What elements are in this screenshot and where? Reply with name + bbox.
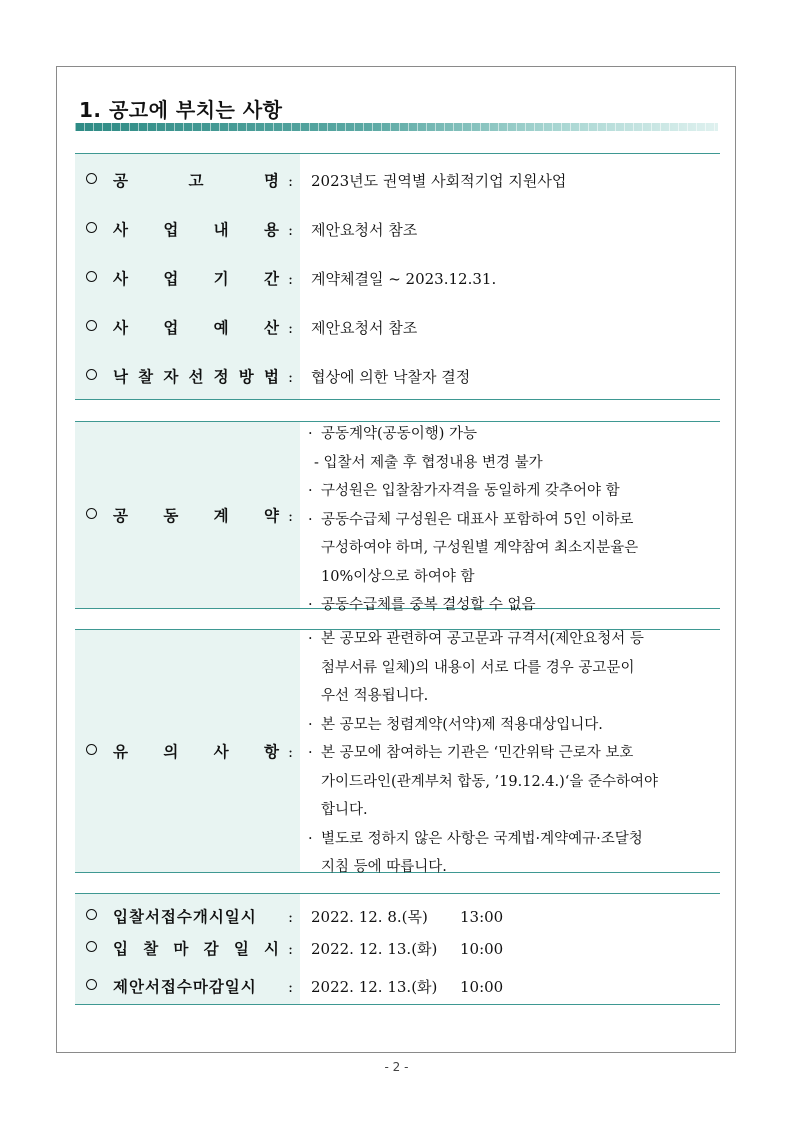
notes-line: 첨부서류 일체)의 내용이 서로 다를 경우 공고문이 [321, 659, 635, 676]
colon: : [288, 172, 294, 190]
notes-label [113, 740, 279, 764]
schedule-label [113, 937, 279, 961]
notes-line: 합니다. [321, 802, 368, 818]
heading-underline-stripes [75, 123, 718, 131]
colon: : [288, 270, 294, 288]
summary-row [75, 304, 720, 352]
summary-label-char: 사 [113, 319, 128, 337]
summary-value: 제안요청서 참조 [311, 221, 418, 239]
joint-contract-line: - 입찰서 제출 후 협정내용 변경 불가 [314, 454, 543, 471]
summary-value: 2023년도 권역별 사회적기업 지원사업 [311, 172, 567, 190]
notes-line: · 본 공모와 관련하여 공고문과 규격서(제안요청서 등 [308, 625, 658, 654]
summary-label-char: 간 [263, 270, 279, 288]
circle-bullet-icon [86, 909, 97, 920]
notes-line: 지침 등에 따릅니다. [321, 859, 447, 875]
summary-value: 제안요청서 참조 [311, 319, 418, 337]
colon: : [288, 940, 294, 958]
circle-bullet-icon [86, 222, 97, 233]
joint-contract-line: · 구성원은 입찰참가자격을 동일하게 갖추어야 함 [308, 477, 638, 506]
joint-label-char: 계 [213, 507, 229, 525]
schedule-label-char: 입 [113, 940, 128, 958]
summary-label-char: 공 [113, 172, 128, 190]
summary-label [113, 218, 279, 242]
schedule-date: 2022. 12. 13.(화) [311, 940, 438, 958]
circle-bullet-icon [86, 271, 97, 282]
notes-list [308, 625, 658, 882]
schedule-row [75, 963, 720, 1011]
schedule-date: 2022. 12. 13.(화) [311, 978, 438, 996]
summary-label-char: 방 [238, 368, 254, 386]
summary-row [75, 255, 720, 303]
notes-section [75, 629, 720, 873]
notes-line: · 별도로 정하지 않은 사항은 국계법·계약예규·조달청 [308, 825, 658, 854]
summary-label [113, 365, 279, 389]
notes-line: · 본 공모에 참여하는 기관은 ‘민간위탁 근로자 보호 [308, 739, 658, 768]
colon: : [288, 743, 294, 761]
circle-bullet-icon [86, 369, 97, 380]
summary-label [113, 316, 279, 340]
circle-bullet-icon [86, 320, 97, 331]
colon: : [288, 507, 294, 525]
circle-bullet-icon [86, 173, 97, 184]
notes-line: 가이드라인(관계부처 합동, ’19.12.4.)‘을 준수하여야 [321, 773, 659, 790]
page-number: - 2 - [384, 1060, 409, 1074]
summary-label [113, 267, 279, 291]
summary-label-char: 사 [113, 221, 128, 239]
schedule-time: 10:00 [460, 978, 504, 996]
notes-line: 우선 적용됩니다. [321, 688, 429, 704]
summary-label-char: 사 [113, 270, 128, 288]
summary-row [75, 206, 720, 254]
schedule-label: 제안서접수마감일시 [113, 978, 257, 996]
summary-label [113, 169, 279, 193]
joint-contract-line: · 공동수급체를 중복 결성할 수 없음 [308, 591, 638, 620]
summary-row [75, 353, 720, 401]
joint-contract-line: · 공동계약(공동이행) 가능 [308, 420, 638, 449]
colon: : [288, 978, 294, 996]
summary-label-char: 업 [163, 270, 179, 288]
summary-label-char: 내 [213, 221, 229, 239]
summary-label-char: 찰 [138, 368, 154, 386]
summary-label-char: 업 [163, 221, 179, 239]
summary-label-char: 선 [188, 368, 204, 386]
joint-label-char: 약 [263, 507, 279, 525]
circle-bullet-icon [86, 941, 97, 952]
schedule-label: 입찰서접수개시일시 [113, 908, 257, 926]
summary-label-char: 고 [188, 172, 204, 190]
colon: : [288, 908, 294, 926]
schedule-time: 13:00 [460, 908, 504, 926]
summary-label-char: 자 [163, 368, 179, 386]
joint-contract-list [308, 420, 638, 620]
summary-label-char: 기 [213, 270, 229, 288]
colon: : [288, 319, 294, 337]
notes-line: · 본 공모는 청렴계약(서약)제 적용대상입니다. [308, 711, 658, 740]
section-heading: 1. 공고에 부치는 사항 [79, 98, 283, 122]
summary-label-char: 정 [213, 368, 229, 386]
summary-label-char: 업 [163, 319, 179, 337]
summary-value: 계약체결일 ~ 2023.12.31. [311, 270, 497, 288]
notes-label-char: 유 [113, 743, 128, 761]
schedule-label-char: 마 [173, 940, 189, 958]
joint-label-char: 동 [163, 507, 179, 525]
joint-contract-line: 구성하여야 하며, 구성원별 계약참여 최소지분율은 [321, 540, 639, 556]
schedule-time: 10:00 [460, 940, 504, 958]
summary-label-char: 법 [263, 368, 279, 386]
colon: : [288, 368, 294, 386]
notes-label-char: 의 [163, 743, 179, 761]
schedule-label-char: 일 [233, 940, 249, 958]
summary-label-char: 명 [264, 172, 279, 190]
summary-label-char: 용 [263, 221, 279, 239]
joint-contract-label [113, 504, 279, 528]
joint-contract-line: · 공동수급체 구성원은 대표사 포함하여 5인 이하로 [308, 506, 638, 535]
circle-bullet-icon [86, 744, 97, 755]
joint-contract-line: 10%이상으로 하여야 함 [321, 568, 475, 585]
summary-row [75, 157, 720, 205]
summary-label-char: 산 [263, 319, 279, 337]
schedule-date: 2022. 12. 8.(목) [311, 908, 428, 926]
schedule-label-char: 찰 [143, 940, 159, 958]
notes-label-char: 항 [263, 743, 279, 761]
summary-value: 협상에 의한 낙찰자 결정 [311, 368, 471, 386]
schedule-label-char: 감 [203, 940, 219, 958]
schedule-label-char: 시 [264, 940, 279, 958]
colon: : [288, 221, 294, 239]
summary-label-char: 낙 [113, 368, 128, 386]
notes-label-char: 사 [213, 743, 229, 761]
joint-label-char: 공 [113, 507, 128, 525]
circle-bullet-icon [86, 508, 97, 519]
joint-contract-section [75, 421, 720, 613]
circle-bullet-icon [86, 979, 97, 990]
summary-label-char: 예 [213, 319, 229, 337]
schedule-section [75, 893, 720, 1005]
summary-section [75, 153, 720, 400]
